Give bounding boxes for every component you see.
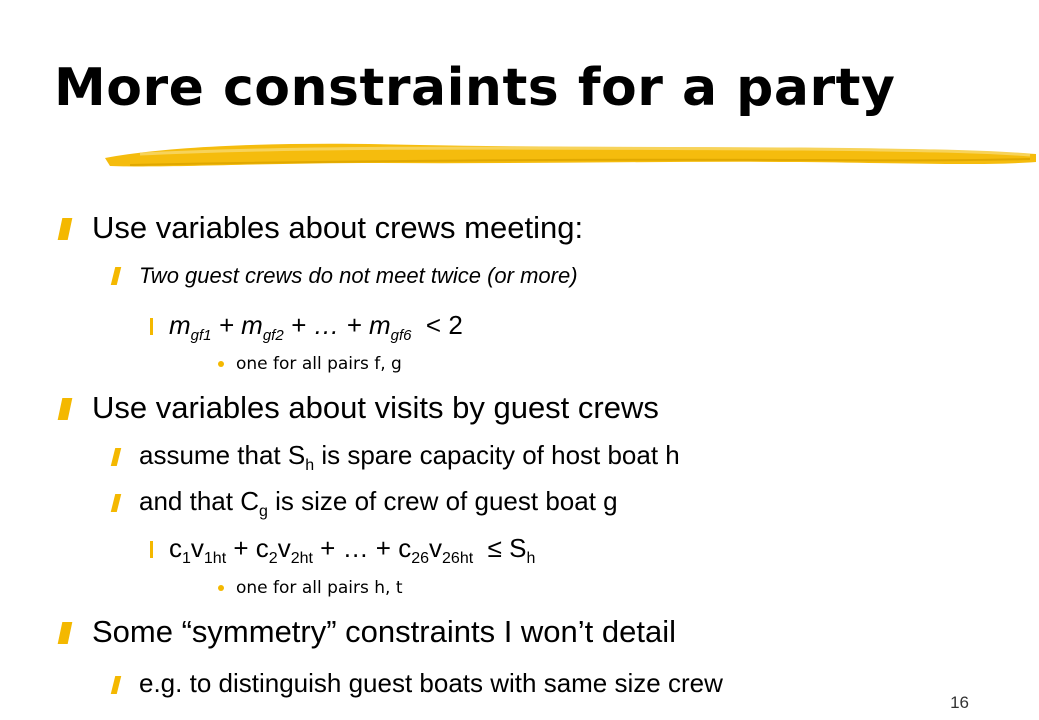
bullet-symmetry: Some “symmetry” constraints I won’t detail: [60, 614, 676, 650]
slide-title: More constraints for a party: [54, 58, 896, 118]
equation-capacity-constraint: $c_1v_{1ht} + c_2v_{2ht}$ + … + $c_{26}v_{26ht} \le S_h$: [150, 533, 535, 568]
bullet-marker-icon: [111, 267, 121, 285]
yellow-brush-stroke: [100, 136, 1039, 176]
note-pairs-fg: one for all pairs f, g: [218, 354, 402, 374]
bullet-marker-icon: [150, 318, 153, 335]
bullet-marker-icon: [58, 218, 73, 240]
bullet-two-guest-crews: Two guest crews do not meet twice (or more): [113, 263, 578, 289]
note-pairs-ht: one for all pairs h, t: [218, 578, 403, 598]
bullet-marker-icon: [58, 398, 73, 420]
bullet-marker-icon: [150, 541, 153, 558]
bullet-guest-visits: Use variables about visits by guest crews: [60, 390, 659, 426]
equation-meeting-constraint: $m_{gf1} + m_{gf2}$ + … + $m_{gf6} < 2$: [150, 310, 463, 344]
bullet-crews-meeting: Use variables about crews meeting:: [60, 210, 583, 246]
bullet-marker-icon: [111, 448, 121, 466]
bullet-marker-icon: [111, 676, 121, 694]
bullet-crew-size: and that $C_g$ is size of crew of guest boat g: [113, 486, 618, 521]
bullet-dot-icon: [218, 585, 224, 591]
bullet-spare-capacity: assume that $S_h$ is spare capacity of host boat h: [113, 440, 680, 475]
bullet-distinguish-boats: e.g. to distinguish guest boats with same size crew: [113, 668, 723, 699]
bullet-dot-icon: [218, 361, 224, 367]
page-number: 16: [950, 693, 969, 712]
bullet-marker-icon: [111, 494, 121, 512]
bullet-marker-icon: [58, 622, 73, 644]
